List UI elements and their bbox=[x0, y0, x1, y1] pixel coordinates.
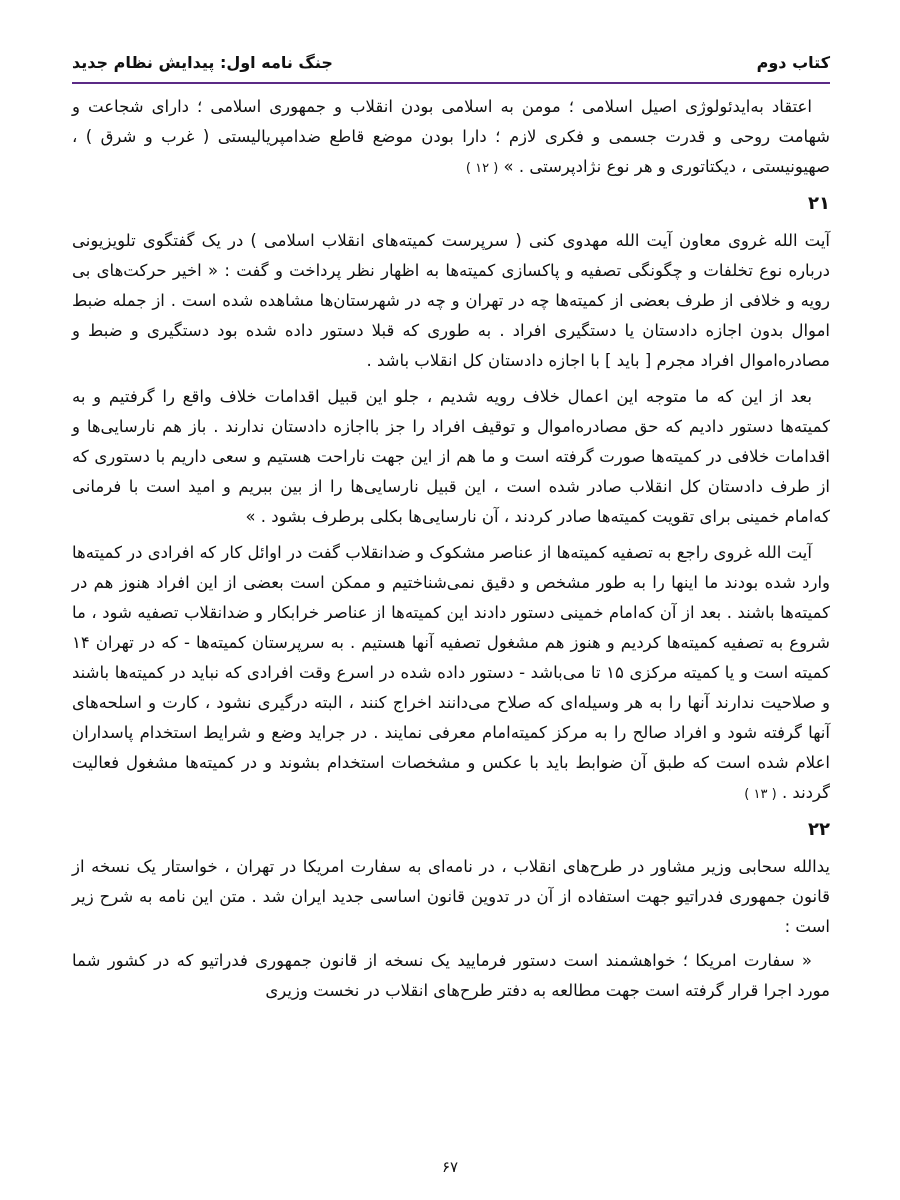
header-rule bbox=[72, 82, 830, 84]
page-number: ۶۷ bbox=[441, 1158, 459, 1176]
section-number: ۲۱ bbox=[808, 193, 830, 214]
paragraph: آیت الله غروی معاون آیت الله مهدوی کنی ( سرپرست کمیته‌های انقلاب اسلامی ) در یک گفتگوی تلویزیونی درباره نوع تخلفات و چگونگی تصفیه و پاکسازی کمیته‌ها به اظهار نظر پرداخت و گفت : « اخیر حرکت‌های بی رویه و خلافی از طرف بعضی از کمیته‌ها چه در تهران و چه در شهرستان‌ها مشاهده شده است . از جمله ضبط اموال بدون اجازه دادستان یا دستگیری افراد . به طوری که قبلا دستور داده شده بود دستگیری و ضبط و مصادره‌اموال افراد مجرم [ باید ] با اجازه دادستان کل انقلاب باشد . bbox=[72, 231, 830, 370]
paragraph: « سفارت امریکا ؛ خواهشمند است دستور فرمایید یک نسخه از قانون جمهوری فدراتیو که در کشور شما مورد اجرا قرار گرفته است جهت مطالعه به دفتر طرح‌های انقلاب در نخست وزیری bbox=[72, 951, 830, 1000]
footnote-ref: ( ۱۲ ) bbox=[465, 161, 499, 176]
paragraph: اعتقاد به‌ایدئولوژی اصیل اسلامی ؛ مومن به اسلامی بودن انقلاب و جمهوری اسلامی ؛ دارای شجاعت و شهامت روحی و قدرت جسمی و فکری لازم ؛ دارا بودن موضع قاطع ضدامپریالیستی ( غرب و شرق ) ، صهیونیستی ، دیکتاتوری و هر نوع نژادپرستی . » ( ۱۲ ) bbox=[72, 97, 830, 176]
running-header bbox=[72, 44, 830, 80]
paragraph: یدالله سحابی وزیر مشاور در طرح‌های انقلاب ، در نامه‌ای به سفارت امریکا در تهران ، خواستار یک نسخه از قانون جمهوری فدراتیو جهت استفاده از آن در تدوین قانون اساسی جدید ایران شد . متن این نامه به شرح زیر است : bbox=[72, 857, 830, 936]
book-title: کتاب دوم bbox=[756, 52, 830, 72]
paragraph: آیت الله غروی راجع به تصفیه کمیته‌ها از عناصر مشکوک و ضدانقلاب گفت در اوائل کار که افرادی در کمیته‌ها وارد شده بودند ما اینها را به طور مشخص و دقیق نمی‌شناختیم و ممکن است بعضی از این افراد هنوز هم در کمیته‌ها باشند . بعد از آن که‌امام خمینی دستور دادند این کمیته‌ها از عناصر خرابکار و ضدانقلاب تصفیه شود ، ما شروع به تصفیه کمیته‌ها کردیم و هنوز هم مشغول تصفیه آنها هستیم . به سرپرستان کمیته‌ها - که در تهران ۱۴ کمیته است و یا کمیته مرکزی ۱۵ تا می‌باشد - دستور داده شده در اسرع وقت افرادی که نباید در کمیته‌ها باشند و صلاحیت ندارند آنها را به هر وسیله‌ای که صلاح می‌دانند اخراج کنند ، البته درگیری نشود ، کارت و اسلحه‌های آنها گرفته شود و افراد صالح را به مرکز کمیته‌امام معرفی نمایند . در جراید وضع و شرایط استخدام پاسداران اعلام شده است که طبق آن ضوابط باید با عکس و مشخصات استخدام بشوند و در کمیته‌ها مشغول فعالیت گردند . ( ۱۳ ) bbox=[72, 543, 830, 802]
footnote-ref: ( ۱۳ ) bbox=[744, 787, 777, 802]
paragraph: بعد از این که ما متوجه این اعمال خلاف رویه شدیم ، جلو این قبیل اقدامات خلاف واقع را گرفتیم و به کمیته‌ها دستور دادیم که حق مصادره‌اموال و توقیف افراد را جز بااجازه دادستان ندارند . باز هم نارسایی‌ها و اقدامات خلافی در کمیته‌ها صورت گرفته است و ما هم از این جهت ناراحت هستیم و سعی داریم با دستوری که از طرف دادستان کل انقلاب صادر شده است ، این قبیل نارسایی‌ها را از بین ببریم و امید است با فرمانی که‌امام خمینی برای تقویت کمیته‌ها صادر کردند ، آن نارسایی‌ها بکلی برطرف بشود . » bbox=[72, 387, 830, 526]
chapter-title: جنگ نامه اول: پیدایش نظام جدید bbox=[72, 52, 333, 72]
page-content bbox=[72, 92, 830, 1006]
section-number: ۲۲ bbox=[808, 819, 830, 840]
